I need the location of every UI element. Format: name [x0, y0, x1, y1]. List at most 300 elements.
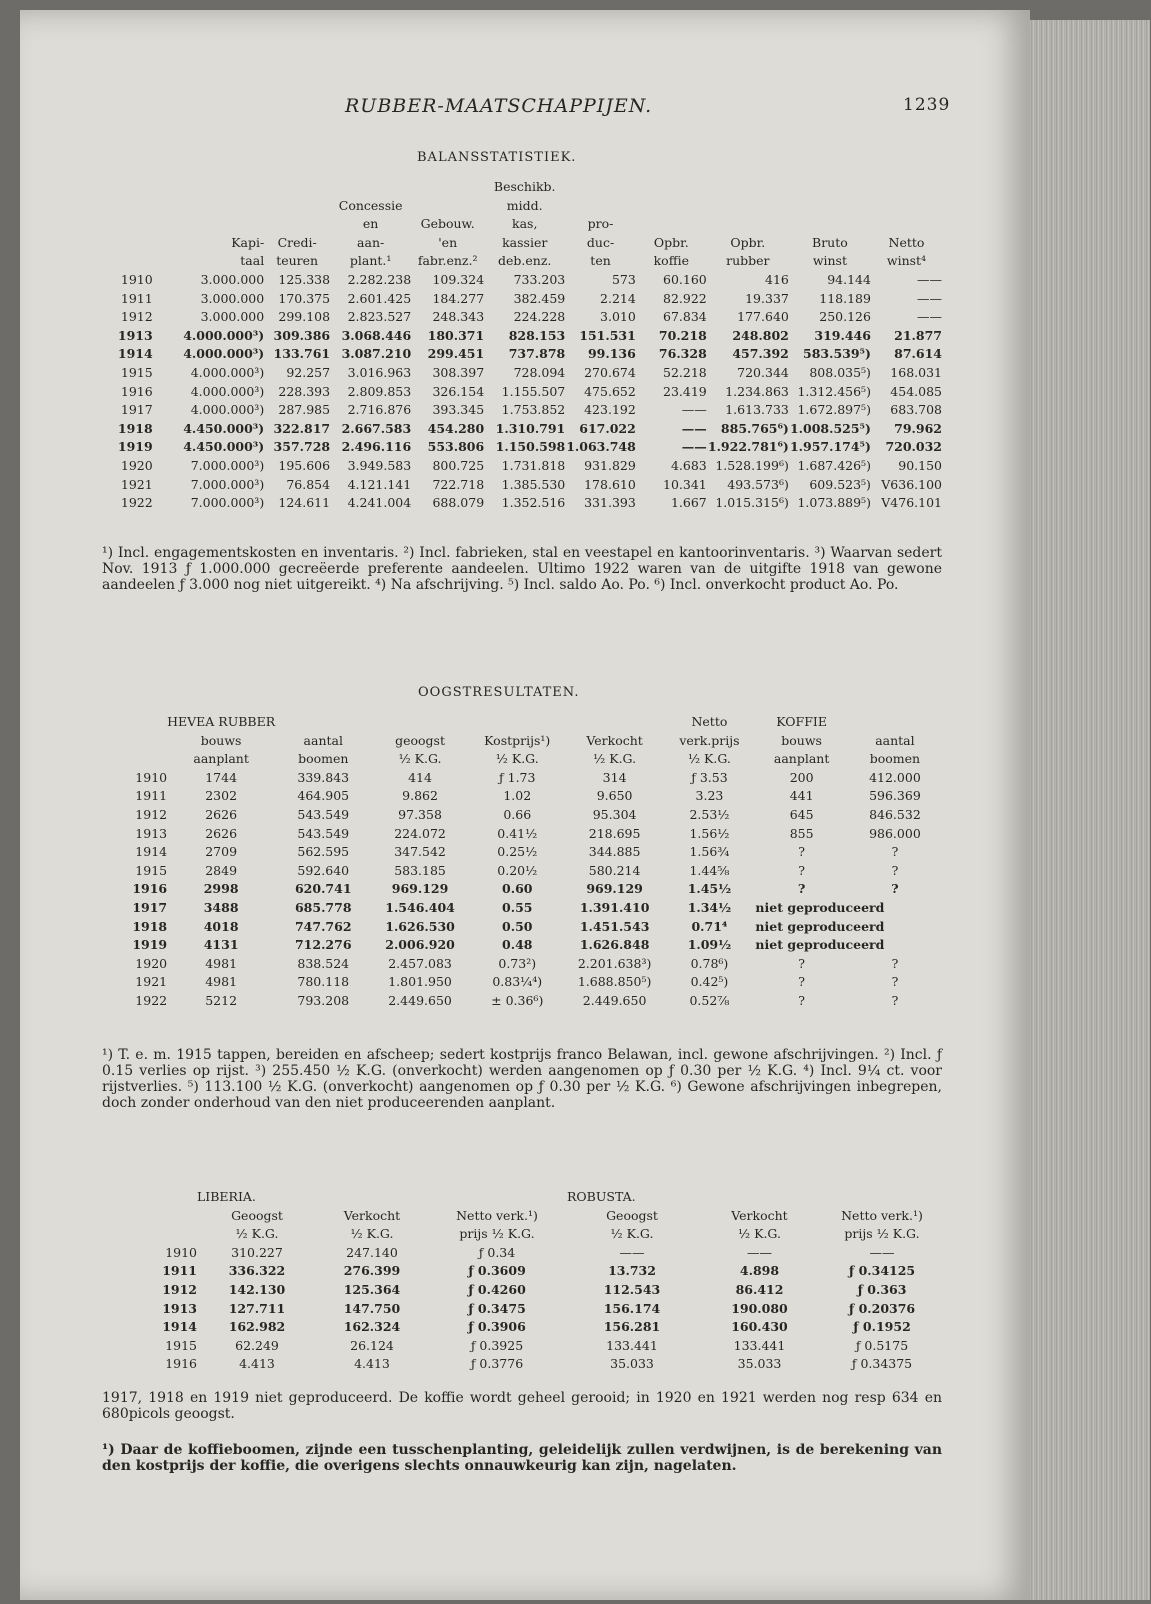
balans-column-header: [565, 178, 636, 197]
table-cell: 62.249: [235, 1337, 279, 1353]
oogst-column-header: [566, 713, 664, 732]
table-cell: 326.154: [432, 383, 485, 399]
table-cell: ——: [681, 439, 707, 455]
table-cell: 0.52⅞: [689, 992, 730, 1008]
table-cell: 3.087.210: [341, 346, 412, 362]
table-cell: ?: [798, 974, 805, 990]
oogst-table: [102, 713, 942, 1011]
oogst-column-header: [469, 713, 566, 732]
table-cell: 1.957.174⁵): [789, 439, 871, 455]
table-cell: 3.010: [600, 309, 636, 325]
oogst-column-header: ½ K.G.: [593, 751, 637, 767]
balans-header-row: [102, 197, 942, 216]
balans-column-header: [264, 178, 330, 197]
page-stack-edge: [1030, 20, 1150, 1600]
oogst-header-row: [102, 732, 942, 751]
oogst-column-header: Netto: [691, 714, 728, 729]
table-row: [102, 494, 942, 513]
table-cell: 357.728: [273, 439, 331, 455]
row-year: 1914: [162, 1319, 197, 1335]
table-cell: 19.337: [745, 290, 789, 306]
row-year: 1910: [165, 1244, 197, 1260]
table-cell: 1.546.404: [385, 899, 455, 915]
table-cell: 4131: [203, 937, 239, 953]
balans-column-header: [102, 252, 153, 271]
balans-column-header: [871, 215, 942, 234]
table-cell: 180.371: [427, 327, 485, 343]
table-cell: 1.731.818: [501, 457, 566, 473]
table-cell: 2709: [205, 844, 238, 860]
koffie-column-header: [102, 1225, 197, 1244]
table-cell: 454.085: [890, 383, 942, 399]
row-year: 1922: [135, 992, 168, 1008]
balans-column-header: pro-: [587, 216, 614, 232]
table-cell: 800.725: [432, 457, 485, 473]
table-cell: ƒ 0.5175: [855, 1337, 909, 1353]
koffie-closing-text: 1917, 1918 en 1919 niet geproduceerd. De koffie wordt geheel gerooid; in 1920 en 1921 werden nog resp 634 en 680picols geoogst.: [102, 1390, 942, 1422]
table-cell: 969.129: [586, 881, 643, 897]
table-cell: 1.56¾: [689, 844, 730, 860]
table-cell: 112.543: [603, 1281, 661, 1297]
table-cell: 248.802: [732, 327, 789, 343]
table-cell: 1.688.850⁵): [577, 974, 652, 990]
table-cell: 931.829: [584, 457, 636, 473]
table-cell: 97.358: [398, 806, 442, 822]
row-year: 1918: [132, 918, 168, 934]
balans-column-header: [789, 215, 871, 234]
table-row: [102, 992, 942, 1011]
koffie-column-header: [102, 1188, 197, 1207]
row-year: 1911: [162, 1263, 197, 1279]
oogst-column-header: bouws: [781, 732, 822, 748]
table-cell: 3.000.000: [200, 290, 265, 306]
table-cell: 1.234.863: [725, 383, 789, 399]
table-cell: 1.155.507: [501, 383, 566, 399]
table-row: [102, 420, 942, 439]
table-cell: 3488: [203, 899, 239, 915]
table-cell: 414: [408, 769, 432, 785]
table-cell: 2849: [205, 862, 238, 878]
table-cell: ?: [891, 974, 899, 990]
table-row: [102, 1262, 942, 1281]
table-cell: ——: [917, 271, 942, 287]
table-cell: ——: [681, 402, 707, 418]
table-cell: 10.341: [663, 476, 707, 492]
table-cell: V636.100: [881, 476, 942, 492]
row-year: 1913: [117, 327, 153, 343]
table-cell: 1.667: [670, 495, 707, 511]
balans-header-row: [102, 178, 942, 197]
table-cell: ƒ 0.20376: [848, 1300, 916, 1316]
table-cell: 2302: [205, 788, 238, 804]
table-cell: 855: [789, 825, 814, 841]
balans-column-header: [153, 215, 265, 234]
table-cell: 82.922: [663, 290, 707, 306]
table-cell: 2.457.083: [388, 955, 452, 971]
table-cell: 2626: [205, 806, 238, 822]
table-cell: 2.496.116: [341, 439, 412, 455]
table-cell: 86.412: [735, 1281, 784, 1297]
table-cell: ƒ 0.3609: [468, 1263, 526, 1279]
table-cell: 26.124: [350, 1337, 394, 1353]
table-cell: 4.000.000³): [190, 402, 265, 418]
table-cell: 339.843: [297, 769, 350, 785]
balans-column-header: plant.¹: [349, 253, 392, 269]
table-cell: 170.375: [278, 290, 331, 306]
table-cell: 156.281: [603, 1319, 661, 1335]
table-cell: 309.386: [273, 327, 331, 343]
balans-column-header: [789, 197, 871, 216]
balans-column-header: [411, 197, 484, 216]
row-year: 1919: [132, 937, 168, 953]
koffie-column-header: Netto verk.¹): [456, 1207, 538, 1223]
koffie-column-header: prijs ½ K.G.: [459, 1226, 535, 1242]
balans-table: [102, 178, 942, 513]
oogst-column-header: boomen: [298, 751, 349, 767]
table-cell: 127.711: [228, 1300, 286, 1316]
table-row: [102, 955, 942, 974]
table-cell: 2.809.853: [347, 383, 412, 399]
running-title: RUBBER-MAATSCHAPPIJEN.: [345, 95, 653, 117]
table-cell: ƒ 0.34375: [851, 1356, 913, 1372]
oogst-column-header: [102, 750, 167, 769]
table-cell: 331.393: [584, 495, 636, 511]
koffie-column-header: Verkocht: [731, 1207, 788, 1223]
row-year: 1922: [120, 495, 153, 511]
table-cell: 688.079: [432, 495, 485, 511]
table-cell: 218.695: [588, 825, 641, 841]
oogst-column-header: aantal: [303, 732, 343, 748]
balans-column-header: [636, 215, 707, 234]
koffie-column-header: ½ K.G.: [235, 1226, 279, 1242]
table-cell: 23.419: [663, 383, 707, 399]
balans-column-header: fabr.enz.²: [417, 253, 478, 269]
row-year: 1919: [117, 439, 153, 455]
table-cell: 4.450.000³): [183, 420, 265, 436]
table-cell: 1.45½: [687, 881, 732, 897]
table-cell: ?: [891, 881, 899, 897]
table-cell: 95.304: [592, 806, 637, 822]
balans-column-header: aan-: [357, 234, 385, 250]
table-cell: 1.391.410: [579, 899, 650, 915]
table-cell: 969.129: [391, 881, 449, 897]
table-cell: 617.022: [579, 420, 636, 436]
row-year: 1921: [135, 974, 168, 990]
table-cell: 147.750: [343, 1300, 401, 1316]
balans-column-header: [411, 178, 484, 197]
balans-column-header: [264, 215, 330, 234]
table-cell: ƒ 0.34: [478, 1244, 516, 1260]
table-cell: 423.192: [584, 402, 636, 418]
page-number: 1239: [903, 95, 951, 115]
table-cell: 336.322: [228, 1263, 286, 1279]
table-cell: 4.000.000³): [190, 383, 265, 399]
table-cell: 0.71⁴: [691, 918, 728, 934]
table-cell: 1.753.852: [501, 402, 566, 418]
table-cell: 92.257: [286, 364, 331, 380]
oogst-column-header: ½ K.G.: [495, 751, 539, 767]
table-row: [102, 1244, 942, 1263]
table-cell: 885.765⁶): [720, 420, 789, 436]
table-cell: 276.399: [343, 1263, 401, 1279]
balans-column-header: [153, 197, 265, 216]
table-cell: 142.130: [228, 1281, 286, 1297]
balans-column-header: [636, 178, 707, 197]
table-cell: 224.072: [394, 825, 446, 841]
table-cell: 7.000.000³): [190, 495, 265, 511]
koffie-column-header: Geoogst: [231, 1207, 283, 1223]
table-cell: 4.898: [739, 1263, 780, 1279]
table-cell: ƒ 0.3925: [470, 1337, 524, 1353]
table-cell: 224.228: [513, 309, 566, 325]
table-cell: 609.523⁵): [809, 476, 871, 492]
table-cell: 2.716.876: [347, 402, 412, 418]
table-cell: 2.006.920: [385, 937, 455, 953]
table-cell: 3.016.963: [347, 364, 412, 380]
table-row: [102, 1318, 942, 1337]
table-cell: 90.150: [898, 457, 942, 473]
table-cell: 5212: [205, 992, 238, 1008]
table-cell: 2.201.638³): [577, 955, 652, 971]
table-cell: 0.41½: [497, 825, 538, 841]
balans-column-header: [707, 215, 789, 234]
row-year: 1914: [117, 346, 153, 362]
row-year: 1911: [120, 290, 153, 306]
balans-column-header: kassier: [502, 234, 548, 250]
table-cell: 4.241.004: [347, 495, 412, 511]
oogst-column-header: ½ K.G.: [398, 751, 442, 767]
balans-column-header: Credi-: [277, 234, 317, 250]
table-cell: 0.55: [502, 899, 533, 915]
table-cell: 793.208: [297, 992, 350, 1008]
table-cell: 125.338: [278, 271, 331, 287]
oogst-column-header: KOFFIE: [776, 714, 827, 729]
table-cell: 1.626.848: [579, 937, 650, 953]
koffie-table: [102, 1188, 942, 1374]
koffie-column-header: Geoogst: [606, 1207, 658, 1223]
koffie-column-header: prijs ½ K.G.: [844, 1226, 920, 1242]
table-cell: 0.73²): [498, 955, 537, 971]
row-year: 1911: [135, 788, 168, 804]
table-cell: 3.000.000: [200, 271, 265, 287]
table-cell: 596.369: [869, 788, 921, 804]
oogst-column-header: bouws: [200, 732, 242, 748]
table-cell: 9.650: [596, 788, 633, 804]
table-cell: ?: [891, 992, 899, 1008]
table-cell: 583.539⁵): [803, 346, 871, 362]
oogst-column-header: aantal: [875, 732, 915, 748]
table-cell: 1.385.530: [501, 476, 566, 492]
table-row: [102, 383, 942, 402]
table-row: [102, 1355, 942, 1374]
table-cell: 0.20½: [497, 862, 538, 878]
table-cell: 162.982: [228, 1319, 286, 1335]
row-year: 1918: [117, 420, 153, 436]
balans-column-header: [707, 197, 789, 216]
table-cell: 35.033: [737, 1356, 782, 1372]
table-cell: 200: [789, 769, 814, 785]
table-cell: 4981: [205, 955, 238, 971]
table-cell: 780.118: [297, 974, 350, 990]
table-row: [102, 327, 942, 346]
table-cell: 4.683: [670, 457, 707, 473]
table-row: [102, 825, 942, 844]
table-row: [102, 880, 942, 899]
table-cell: 454.280: [427, 420, 485, 436]
table-cell: 737.878: [508, 346, 566, 362]
balans-column-header: [330, 178, 411, 197]
table-cell: 195.606: [278, 457, 331, 473]
table-cell: 475.652: [584, 383, 636, 399]
table-cell: 7.000.000³): [190, 457, 265, 473]
oogst-column-header: [848, 713, 942, 732]
table-cell: niet geproduceerd: [755, 918, 885, 934]
table-cell: 4.000.000³): [190, 364, 265, 380]
row-year: 1916: [132, 881, 168, 897]
table-row: [102, 476, 942, 495]
koffie-column-header: ½ K.G.: [350, 1226, 394, 1242]
table-cell: 9.862: [402, 788, 438, 804]
table-cell: 393.345: [432, 402, 485, 418]
table-cell: 99.136: [587, 346, 636, 362]
table-cell: 67.834: [663, 309, 707, 325]
table-cell: 70.218: [658, 327, 707, 343]
row-year: 1912: [120, 309, 153, 325]
row-year: 1915: [120, 364, 153, 380]
table-cell: 190.080: [731, 1300, 788, 1316]
balans-column-header: 'en: [438, 234, 458, 250]
table-cell: 125.364: [343, 1281, 401, 1297]
oogst-column-header: Kostprijs¹): [484, 732, 551, 748]
table-cell: 1744: [205, 769, 238, 785]
table-row: [102, 769, 942, 788]
table-cell: 228.393: [278, 383, 331, 399]
table-cell: ——: [747, 1244, 772, 1260]
table-cell: 1.801.950: [388, 974, 452, 990]
table-cell: 94.144: [827, 271, 871, 287]
row-year: 1914: [135, 844, 168, 860]
table-cell: ?: [891, 955, 899, 971]
table-cell: 3.23: [695, 788, 724, 804]
table-cell: 1.44⅝: [689, 862, 730, 878]
table-cell: 580.214: [588, 862, 641, 878]
balans-header-row: [102, 252, 942, 271]
balans-column-header: Concessie: [338, 197, 403, 213]
table-cell: 720.344: [737, 364, 789, 380]
table-row: [102, 1300, 942, 1319]
table-cell: 248.343: [432, 309, 485, 325]
table-cell: 645: [789, 806, 814, 822]
table-cell: 247.140: [346, 1244, 398, 1260]
table-cell: 1.626.530: [385, 918, 455, 934]
table-cell: 0.60: [502, 881, 533, 897]
table-cell: 412.000: [869, 769, 921, 785]
table-cell: 151.531: [579, 327, 636, 343]
koffie-header-row: [102, 1225, 942, 1244]
table-cell: ——: [619, 1244, 645, 1260]
balans-footnote: [102, 545, 942, 593]
table-cell: 156.174: [603, 1300, 661, 1316]
table-cell: 299.108: [278, 309, 331, 325]
table-cell: 1.063.748: [566, 439, 636, 455]
table-row: [102, 345, 942, 364]
balans-column-header: [102, 234, 153, 253]
balans-column-header: Kapi-: [231, 234, 265, 250]
table-row: [102, 1337, 942, 1356]
balans-header-row: [102, 215, 942, 234]
table-cell: 1.008.525⁵): [789, 420, 871, 436]
table-cell: 2.823.527: [347, 309, 412, 325]
table-cell: 133.441: [606, 1337, 658, 1353]
table-cell: ƒ 0.1952: [853, 1319, 911, 1335]
table-cell: 76.854: [286, 476, 331, 492]
balans-column-header: deb.enz.: [498, 253, 552, 269]
table-cell: 543.549: [297, 806, 350, 822]
table-cell: 124.611: [278, 495, 331, 511]
table-cell: 87.614: [894, 346, 942, 362]
balans-column-header: [707, 178, 789, 197]
table-cell: 1.451.543: [579, 918, 650, 934]
table-cell: 344.885: [588, 844, 641, 860]
table-cell: 1.34½: [687, 899, 732, 915]
balans-column-header: [102, 215, 153, 234]
table-cell: 13.732: [608, 1263, 656, 1279]
balans-column-header: rubber: [726, 253, 770, 269]
table-cell: 133.761: [273, 346, 331, 362]
table-cell: 314: [602, 769, 627, 785]
table-cell: 2998: [203, 881, 239, 897]
table-cell: 322.817: [273, 420, 331, 436]
table-cell: 828.153: [508, 327, 566, 343]
table-row: [102, 862, 942, 881]
table-row: [102, 401, 942, 420]
table-cell: 109.324: [432, 271, 485, 287]
oogst-header-row: [102, 713, 942, 732]
table-cell: 162.324: [343, 1319, 401, 1335]
balans-column-header: winst: [812, 253, 847, 269]
koffie-column-header: LIBERIA.: [197, 1189, 256, 1204]
balans-column-header: winst⁴: [886, 253, 927, 269]
table-cell: 0.48: [502, 937, 533, 953]
table-cell: 0.78⁶): [690, 955, 729, 971]
table-cell: 2.449.650: [388, 992, 452, 1008]
table-row: [102, 271, 942, 290]
balans-footnote-text: ¹) Incl. engagementskosten en inventaris. ²) Incl. fabrieken, stal en veestapel en kantoorinventaris. ³) Waarvan sedert Nov. 1913 ƒ 1.000.000 gecreëerde preferente aandeelen. Ultimo 1922 waren van de uitgifte 1918 van gewone aandeelen ƒ 3.000 nog niet uitgereikt. ⁴) Na afschrijving. ⁵) Incl. saldo Ao. Po. ⁶) Incl. onverkocht product Ao. Po.: [102, 545, 942, 593]
table-cell: ——: [869, 1244, 895, 1260]
koffie-column-header: ½ K.G.: [610, 1226, 654, 1242]
balans-column-header: [102, 197, 153, 216]
balans-column-header: midd.: [506, 197, 543, 213]
table-cell: 2.601.425: [347, 290, 412, 306]
koffie-column-header: Verkocht: [343, 1207, 401, 1223]
balans-column-header: Opbr.: [730, 234, 766, 250]
table-row: [102, 918, 942, 937]
balans-column-header: Beschikb.: [493, 179, 556, 194]
table-cell: 168.031: [890, 364, 942, 380]
table-row: [102, 457, 942, 476]
table-cell: 7.000.000³): [190, 476, 265, 492]
table-cell: 287.985: [278, 402, 331, 418]
koffie-header-row: [102, 1207, 942, 1226]
koffie-column-header: [102, 1207, 197, 1226]
table-cell: ± 0.36⁶): [491, 992, 544, 1008]
table-cell: ——: [917, 290, 942, 306]
table-cell: 1.687.426⁵): [797, 457, 871, 473]
row-year: 1917: [132, 899, 168, 915]
row-year: 1913: [162, 1300, 197, 1316]
table-row: [102, 438, 942, 457]
table-cell: 2.214: [600, 290, 636, 306]
